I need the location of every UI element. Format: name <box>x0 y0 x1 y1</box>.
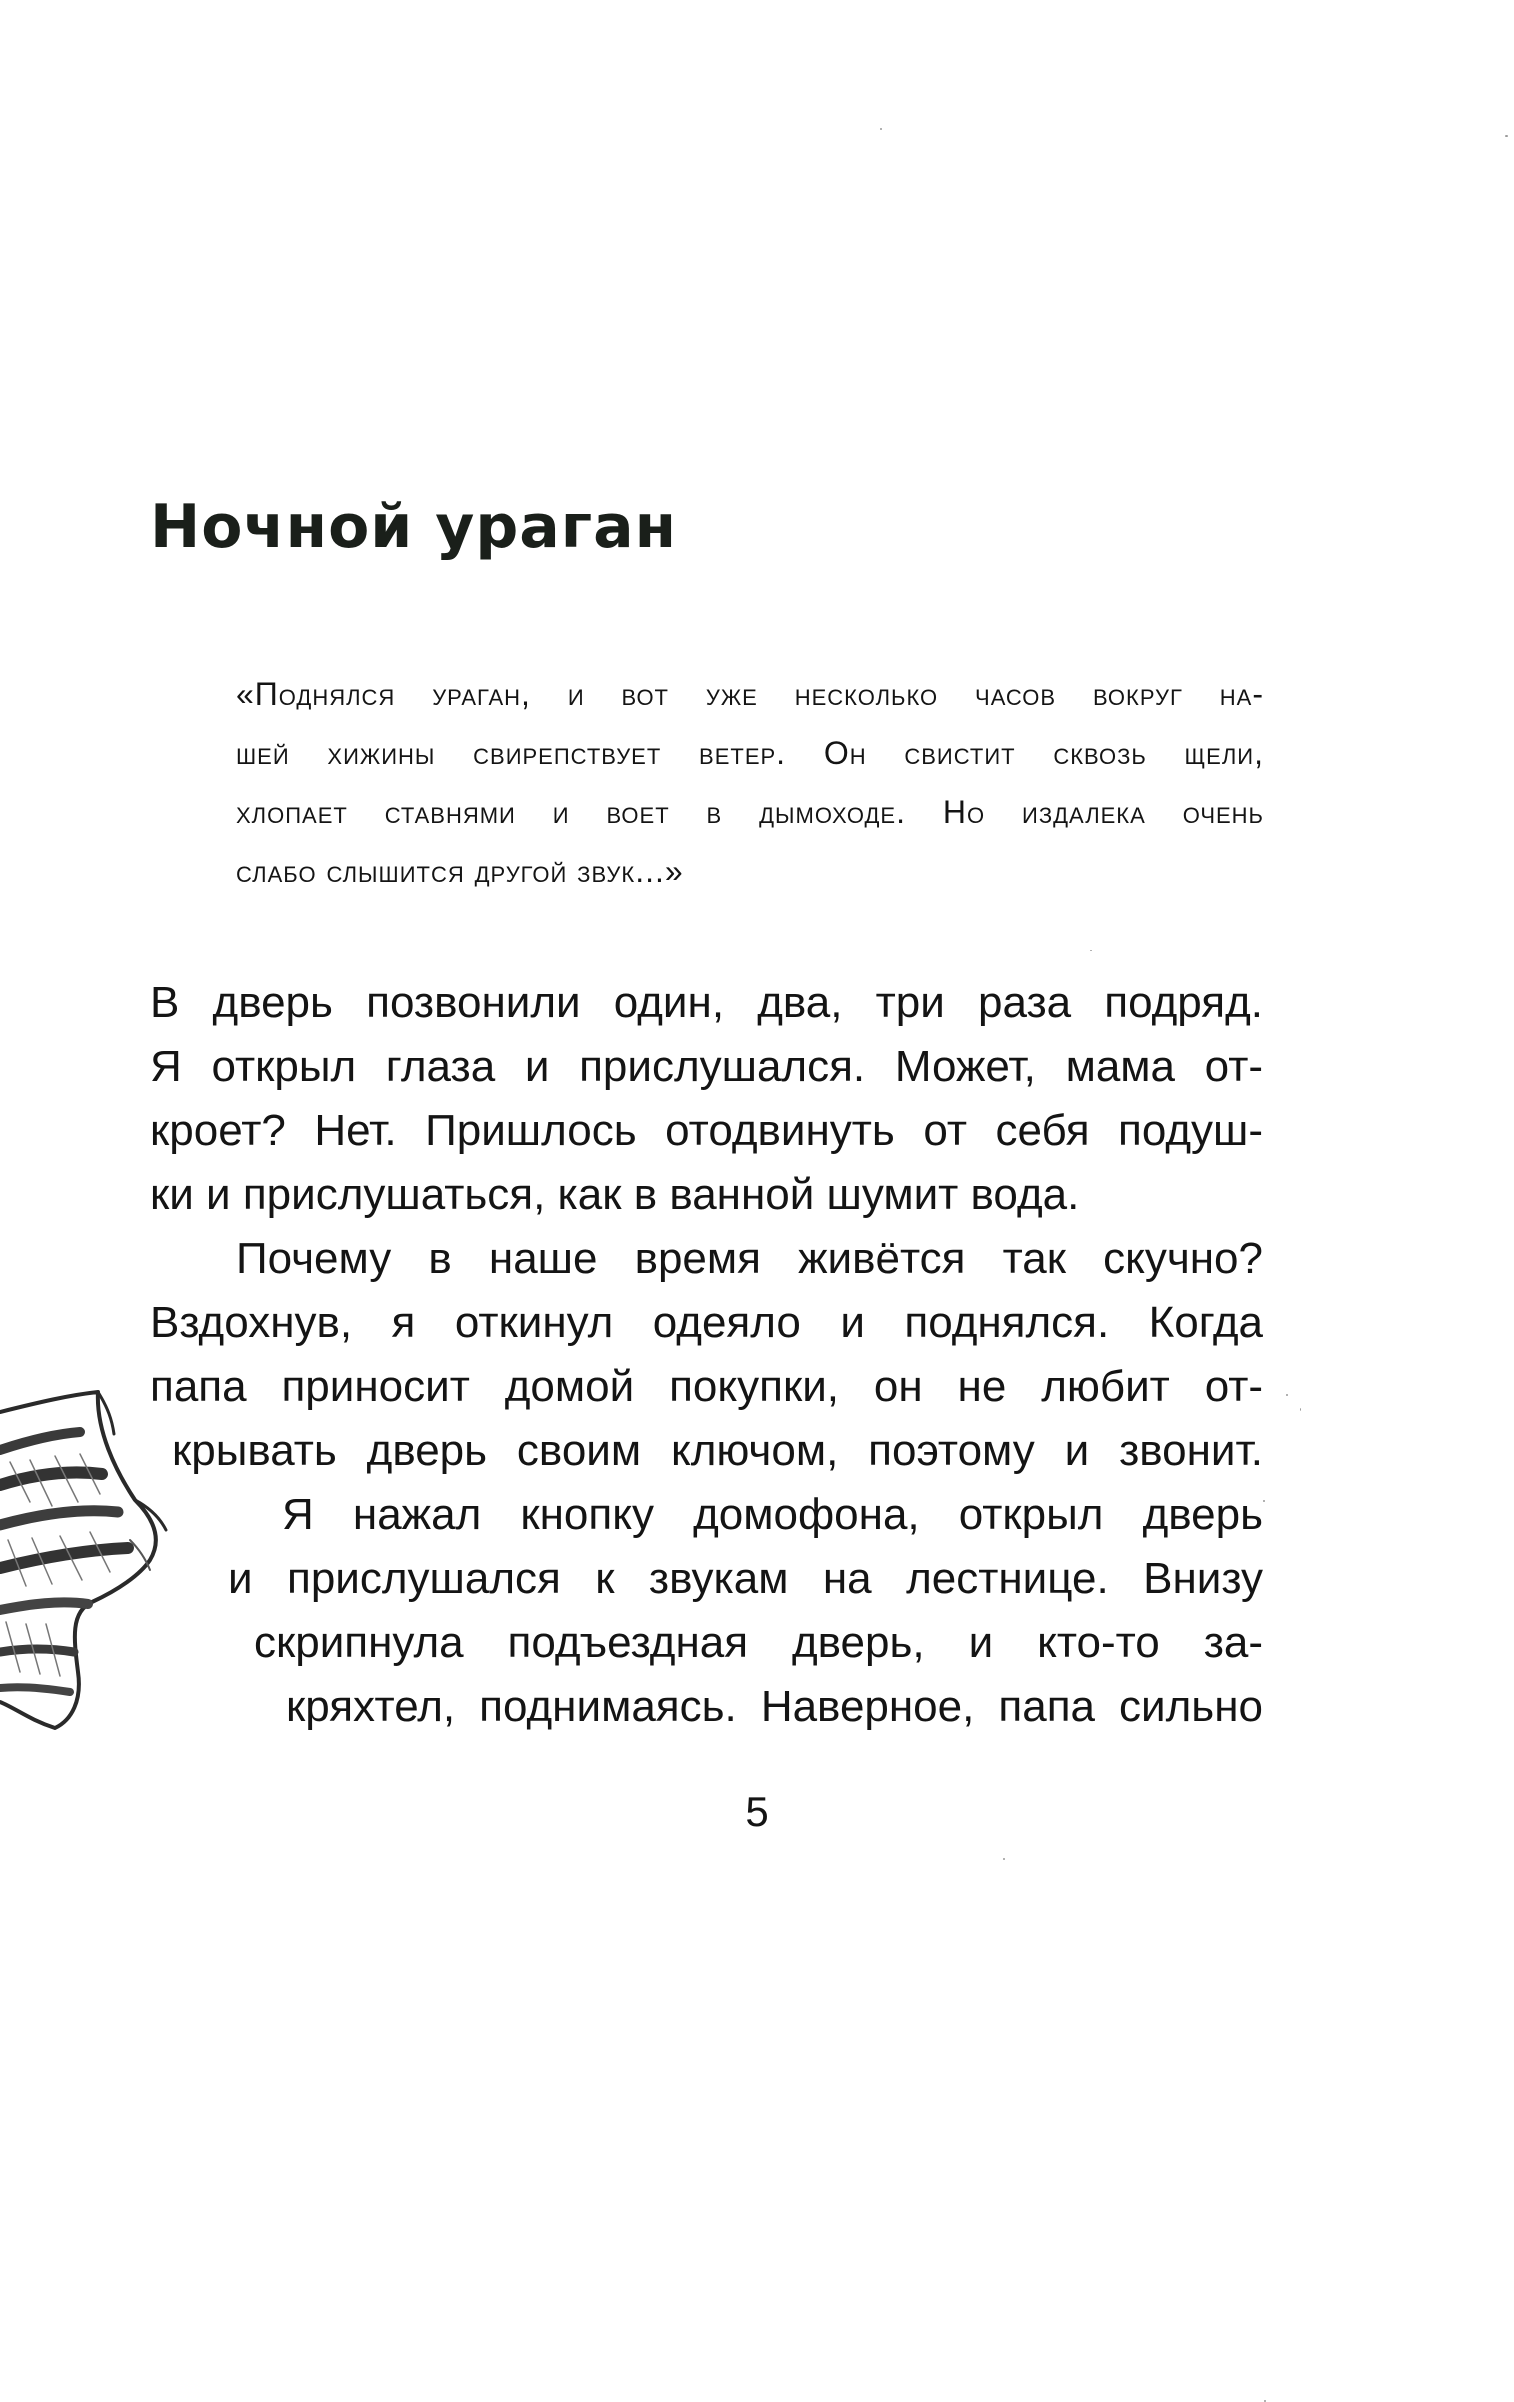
body-line: скрипнула подъездная дверь, и кто-то за- <box>254 1618 1263 1667</box>
body-line: кряхтел, поднимаясь. Наверное, папа сильно <box>286 1682 1263 1731</box>
body-line: Я нажал кнопку домофона, открыл дверь <box>282 1490 1263 1539</box>
body-line: и прислушался к звукам на лестнице. Внизу <box>228 1554 1263 1603</box>
body-line: кроет? Нет. Пришлось отодвинуть от себя подуш- <box>150 1106 1263 1155</box>
epigraph <box>236 665 1264 901</box>
pencil-sketch-pillow-icon <box>0 1390 175 1730</box>
epigraph-line: слабо слышится другой звук...» <box>236 853 684 889</box>
epigraph-line: «Поднялся ураган, и вот уже несколько часов вокруг на- <box>236 676 1264 712</box>
epigraph-line: хлопает ставнями и воет в дымоходе. Но издалека очень <box>236 794 1264 830</box>
body-line: ки и прислушаться, как в ванной шумит вода. <box>150 1170 1080 1219</box>
body-line: крывать дверь своим ключом, поэтому и звонит. <box>172 1426 1263 1475</box>
body-line: папа приносит домой покупки, он не любит от- <box>150 1362 1263 1411</box>
epigraph-line: шей хижины свирепствует ветер. Он свистит сквозь щели, <box>236 735 1264 771</box>
body-line: Почему в наше время живётся так скучно? <box>236 1234 1263 1283</box>
body-line: Вздохнув, я откинул одеяло и поднялся. Когда <box>150 1298 1263 1347</box>
body-line: В дверь позвонили один, два, три раза подряд. <box>150 978 1263 1027</box>
body-line: Я открыл глаза и прислушался. Может, мама от- <box>150 1042 1263 1091</box>
page-number: 5 <box>745 1788 769 1835</box>
body-text <box>0 971 1514 1739</box>
chapter-title: Ночной ураган <box>150 492 678 562</box>
